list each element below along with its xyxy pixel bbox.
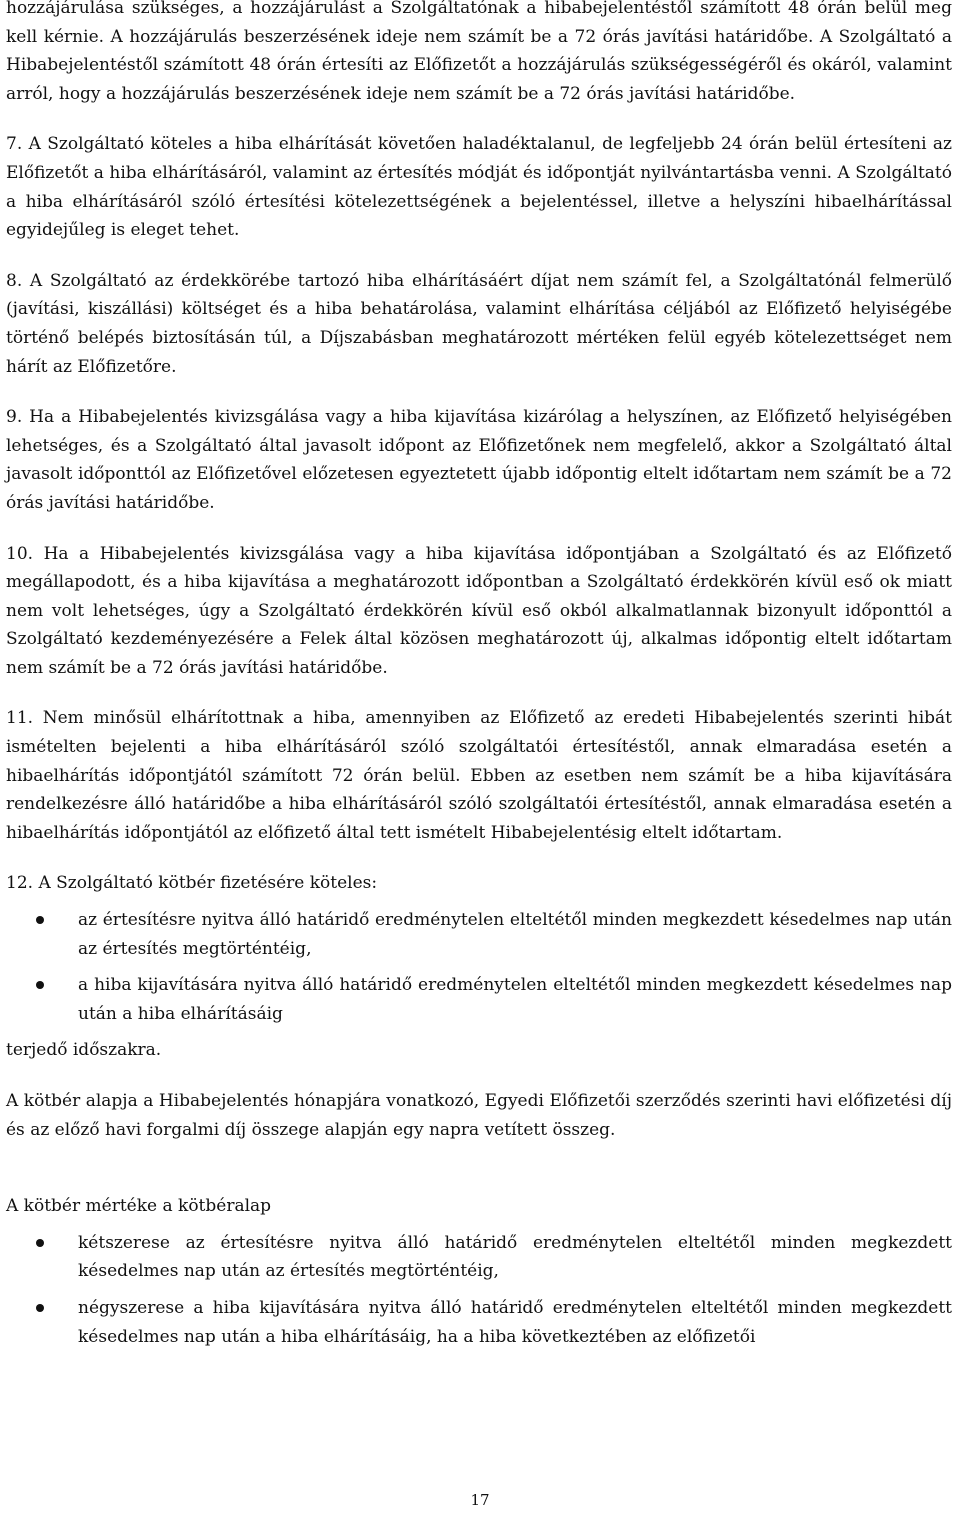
list-item-text: az értesítésre nyitva álló határidő eredménytelen elteltétől minden megkezdett késedelmes nap után az értesítés megtörténtéig, (78, 910, 952, 959)
paragraph-penalty-rate-lead: A kötbér mértéke a kötbéralap (6, 1196, 272, 1217)
bullet-icon (36, 981, 44, 989)
paragraph-10: 10. Ha a Hibabejelentés kivizsgálása vagy a hiba kijavítása időpontjában a Szolgáltató és az Előfizető megállapodott, és a hiba kijavítása a meghatározott időpontban a Szolgáltató érdekkörén kívül eső ok miatt nem volt lehetséges, úgy a Szolgáltató érdekkörén kívül eső okból alkalmatlannak bizonyult időponttól a Szolgáltató kezdeményezésére a Felek által közösen meghatározott új, alkalmas időpontig eltelt időtartam nem számít be a 72 órás javítási határidőbe. (6, 543, 952, 678)
bullet-icon (36, 1239, 44, 1247)
list-item-text: kétszerese az értesítésre nyitva álló határidő eredménytelen elteltétől minden megkezdett késedelmes nap után az értesítés megtörténtéig, (78, 1232, 952, 1282)
paragraph-8: 8. A Szolgáltató az érdekkörébe tartozó hiba elhárításáért díjat nem számít fel, a Szolgáltatónál felmerülő (javítási, kiszállási) költséget és a hiba behatárolása, valamint elhárítása céljából az Előfizető helyiségébe történő belépés biztosításán túl, a Díjszabásban meghatározott mértéken felül egyéb kötelezettséget nem hárít az Előfizetőre. (6, 270, 952, 377)
paragraph-12-lead: 12. A Szolgáltató kötbér fizetésére köteles: (6, 873, 378, 894)
list-item (6, 1294, 952, 1351)
list-item (6, 906, 952, 963)
list-item-text: a hiba kijavítására nyitva álló határidő eredménytelen elteltétől minden megkezdett késedelmes nap után a hiba elhárításáig (78, 975, 952, 1024)
bullet-icon (36, 916, 44, 924)
paragraph-9: 9. Ha a Hibabejelentés kivizsgálása vagy a hiba kijavítása kizárólag a helyszínen, az Előfizető helyiségében lehetséges, és a Szolgáltató által javasolt időpont az Előfizetőnek nem megfelelő, akkor a Szolgáltató által javasolt időponttól az Előfizetővel előzetesen egyeztetett újabb időpontig eltelt időtartam nem számít be a 72 órás javítási határidőbe. (6, 407, 952, 513)
list-item (6, 971, 952, 1028)
paragraph-12-tail: terjedő időszakra. (6, 1040, 162, 1061)
paragraph-7: 7. A Szolgáltató köteles a hiba elhárítását követően haladéktalanul, de legfeljebb 24 órán belül értesíteni az Előfizetőt a hiba elhárításáról, valamint az értesítés módját és időpontját nyilvántartásba venni. A Szolgáltató a hiba elhárításáról szóló értesítési kötelezettségének a bejelentéssel, illetve a helyszíni hibaelhárítással egyidejűleg is eleget tehet. (6, 134, 952, 241)
bullet-icon (36, 1304, 44, 1312)
paragraph-penalty-base: A kötbér alapja a Hibabejelentés hónapjára vonatkozó, Egyedi Előfizetői szerződés szerinti havi előfizetési díj és az előző havi forgalmi díj összege alapján egy napra vetített összeg. (6, 1091, 952, 1140)
list-item (6, 1229, 952, 1286)
penalty-conditions-list (6, 906, 952, 1028)
page-number: 17 (470, 1491, 490, 1509)
penalty-rate-list (6, 1229, 952, 1351)
paragraph-11: 11. Nem minősül elhárítottnak a hiba, amennyiben az Előfizető az eredeti Hibabejelentés szerinti hibát ismételten bejelenti a hiba elhárításáról szóló szolgáltatói értesítéstől, annak elmaradása esetén a hibaelhárítás időpontjától számított 72 órán belül. Ebben az esetben nem számít be a hiba kijavítására rendelkezésre álló határidőbe a hiba elhárításáról szóló szolgáltatói értesítéstől, annak elmaradása esetén a hibaelhárítás időpontjától az előfizető által tett ismételt Hibabejelentésig eltelt időtartam. (6, 708, 952, 843)
paragraph-intro: hozzájárulása szükséges, a hozzájárulást a Szolgáltatónak a hibabejelentéstől számított 48 órán belül meg kell kérnie. A hozzájárulás beszerzésének ideje nem számít be a 72 órás javítási határidőbe. A Szolgáltató a Hibabejelentéstől számított 48 órán értesíti az Előfizetőt a hozzájárulás szükségességéről és okáról, valamint arról, hogy a hozzájárulás beszerzésének ideje nem számít be a 72 órás javítási határidőbe. (6, 0, 952, 104)
list-item-text: négyszerese a hiba kijavítására nyitva álló határidő eredménytelen elteltétől minden megkezdett késedelmes nap után a hiba elhárításáig, ha a hiba következtében az előfizetői (78, 1297, 952, 1347)
